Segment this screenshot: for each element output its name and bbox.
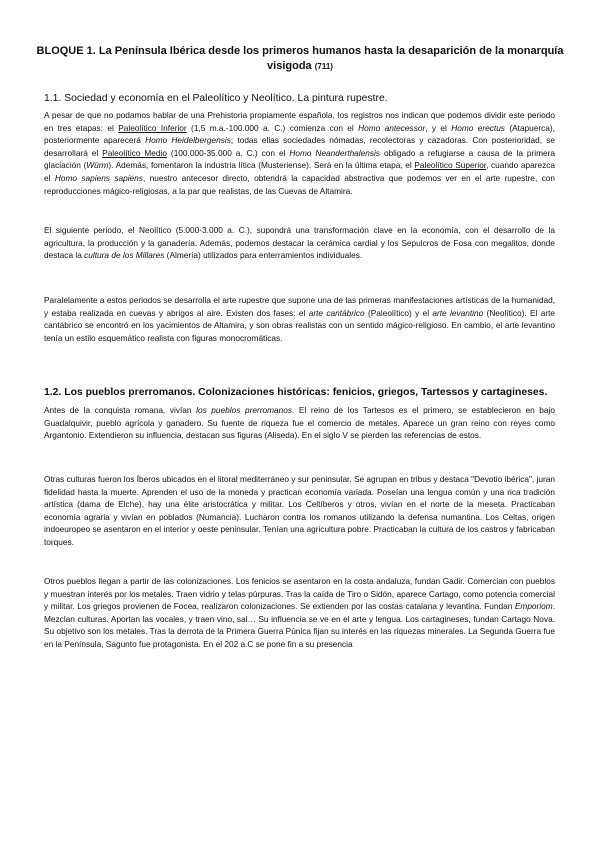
title-suffix: (711) [314,62,333,71]
italic-term: arte cantábrico [308,307,365,318]
italic-term: Homo antecessor [358,122,426,133]
section-2-paragraph-2: Otras culturas fueron los Íberos ubicados en el litoral mediterráneo y sur peninsular. Se agrupan en tribus y destaca "Devotio ibérica", juran fidelidad hasta la muerte. Aprenden el uso de la moneda y practican economía variada. Poseían una lengua común y una rica tradición artística (dama de Elche), hay una élite aristocrática y militar. Los Celtíberos y otros, vivían en el norte de la meseta. Practicaban economía agraria y vivían en poblados (Numancia). Lucharon contra los romanos utilizando la defensa numantina. Los Celtas, origen indoeuropeo se asentaron en el interior y oeste peninsular. Tenían una agricultura pobre. Practicaban la cultura de los castros y fabricaban torques. [44,474,555,547]
section-2-paragraph-3: Otros pueblos llegan a partir de las colonizaciones. Los fenicios se asentaron en la costa andaluza, fundan Gadir. Comercian con pueblos y muestran interés por los metales. Traen vidrio y telas púrpuras. Tras la caída de Tiro o Sidón, aparece Cartago, como potencia comercial y militar. Los griegos provienen de Focea, realizaron colonizaciones. Se extienden por las costas catalana y levantina. Fundan Emporiom. Mezclan culturas. Aportan las vocales, y traen vino, sal… Su influencia se ve en el arte y lengua. Los cartagineses, fundan Cartago Nova. Su objetivo son los metales. Tras la derrota de la Primera Guerra Púnica fijan su interés en las riquezas minerales. La Segunda Guerra fue en la Península, Sagunto fue protagonista. En el 202 a.C se pone fin a su presencia [44,576,555,649]
italic-term: Emporiom [514,601,553,612]
italic-term: los pueblos prerromanos [196,405,293,415]
italic-term: Homo Heidelbergensis [145,135,231,146]
section-1-heading: 1.1. Sociedad y economía en el Paleolítico y Neolítico. La pintura rupestre. [44,93,388,104]
section-2-paragraph-1: Antes de la conquista romana, vivían los pueblos prerromanos. El reino de los Tartesos es el primero, se establecieron en bajo Guadalquivir, pueblo agrícola y ganadero. Su fuente de riqueza fue el comercio de metales. Aparece un gran reino con reyes como Argantonio. Extendieron su influencia, destacan sus figuras (Aliseda). En el siglo V se pierden las referencias de estos. [44,405,555,441]
underlined-term: Paleolítico Superior [414,160,487,171]
underlined-term: Paleolítico Inferior [118,122,187,133]
section-1-paragraph-1: A pesar de que no podamos hablar de una Prehistoria propiamente española, los registros nos indican que podemos dividir este periodo en tres etapas: el Paleolítico Inferior (1,5 m.a.-100.000 a. C.) comienza con el Homo antecessor, y el Homo erectus (Atapuerca), posteriormente aparecerá Homo Heidelbergensis; todas ellas sociedades nómadas, recolectoras y cazadoras. Con posterioridad, se desarrollará el Paleolítico Medio (100.000-35.000 a. C.) con el Homo Neanderthalensis obligado a refugiarse a causa de la primera glaciación (Würm). Además, fomentaron la industria lítica (Musteriense). Será en la última etapa, el Paleolítico Superior, cuando aparezca el Homo sapiens sapiens, nuestro antecesor directo, obtendrá la capacidad abstractiva que podemos ver en el arte rupestre, con reproducciones mágico-religiosas, a la par que realistas, de las Cuevas de Altamira. [44,110,556,196]
italic-term: Würm [86,160,109,171]
underlined-term: Paleolítico Medio [102,147,167,158]
section-1-paragraph-3: Paralelamente a estos periodos se desarrolla el arte rupestre que supone una de las primeras manifestaciones artísticas de la humanidad, y estaba realizada en cuevas y abrigos al aire. Existen dos fases: el arte cantábrico (Paleolítico) y el arte levantino (Neolítico). El arte cantábrico se encontró en los yacimientos de Altamira, y son obras realistas con un sentido mágico-religioso. En cambio, el arte levantino tenía un estilo esquemático realista con figuras monocromáticas. [44,295,555,343]
italic-term: Homo Neanderthalensis [289,147,381,158]
italic-term: Homo erectus [451,122,505,133]
italic-term: arte levantino [432,307,484,318]
title-main: BLOQUE 1. La Península Ibérica desde los primeros humanos hasta la desaparición de la monarquía visigoda [36,45,564,72]
section-1-paragraph-2: El siguiente periodo, el Neolítico (5.000-3.000 a. C.), supondrá una transformación clave en la economía, con el desarrollo de la agricultura, la producción y la ganadería. Además, podemos destacar la cerámica cardial y los Sepulcros de Fosa con megalitos, donde destaca la cultura de los Millares (Almería) utilizados para enterramientos individuales. [44,225,555,261]
document-title [30,44,570,74]
section-2-heading: 1.2. Los pueblos prerromanos. Colonizaciones históricas: fenicios, griegos, Tartessos y cartagineses. [44,387,548,398]
italic-term: cultura de los Millares [84,250,165,261]
italic-term: Homo sapiens sapiens [54,172,143,183]
